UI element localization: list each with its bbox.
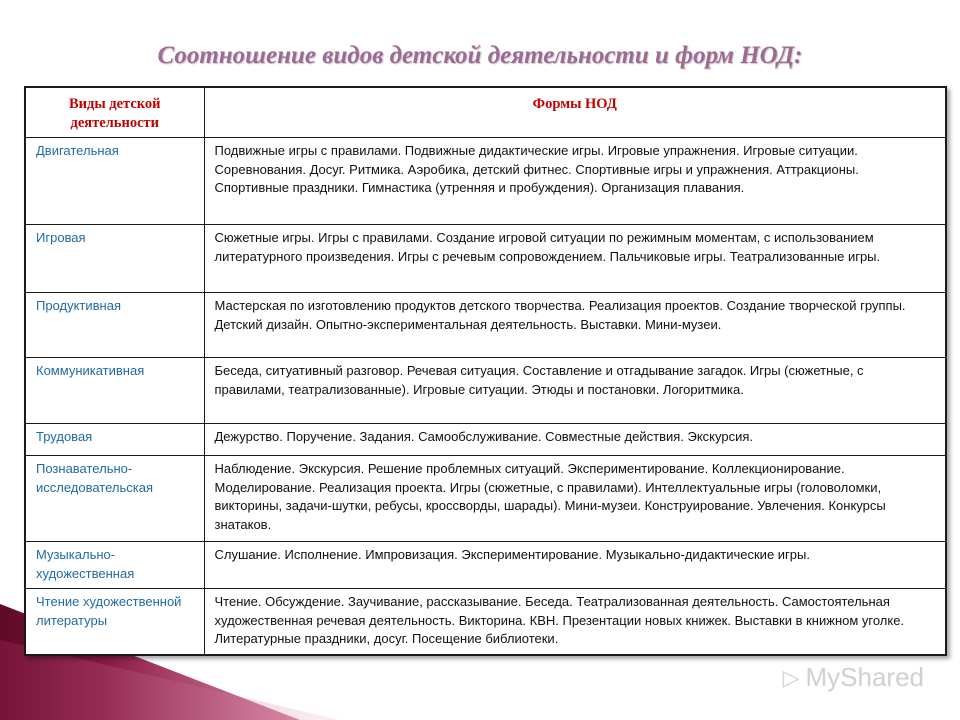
activity-cell: Трудовая (26, 424, 204, 456)
forms-cell: Беседа, ситуативный разговор. Речевая ситуация. Составление и отгадывание загадок. Игры (сюжетные, с правилами, театрализованные). Игровые ситуации. Этюды и постановки. Логоритмика. (204, 358, 945, 424)
activity-cell: Музыкально-художественная (26, 542, 204, 589)
watermark-text: MyShared (805, 662, 924, 692)
activity-cell: Коммуникативная (26, 358, 204, 424)
table-header-row (26, 88, 945, 138)
activity-cell: Чтение художественной литературы (26, 589, 204, 654)
table-row (26, 293, 945, 358)
activity-cell: Двигательная (26, 138, 204, 225)
forms-cell: Подвижные игры с правилами. Подвижные дидактические игры. Игровые упражнения. Игровые ситуации. Соревнования. Досуг. Ритмика. Аэробика, детский фитнес. Спортивные игры и упражнения. Аттракционы. Спортивные праздники. Гимнастика (утренняя и пробуждения). Организация плавания. (204, 138, 945, 225)
activity-cell: Познавательно-исследовательская (26, 456, 204, 542)
table-row (26, 424, 945, 456)
activities-forms-table (26, 88, 945, 654)
forms-cell: Мастерская по изготовлению продуктов детского творчества. Реализация проектов. Создание творческой группы. Детский дизайн. Опытно-экспериментальная деятельность. Выставки. Мини-музеи. (204, 293, 945, 358)
forms-cell: Слушание. Исполнение. Импровизация. Экспериментирование. Музыкально-дидактические игры. (204, 542, 945, 589)
watermark (783, 662, 924, 693)
table-row (26, 542, 945, 589)
header-forms: Формы НОД (204, 88, 945, 138)
forms-cell: Дежурство. Поручение. Задания. Самообслуживание. Совместные действия. Экскурсия. (204, 424, 945, 456)
forms-cell: Чтение. Обсуждение. Заучивание, рассказывание. Беседа. Театрализованная деятельность. Самостоятельная художественная речевая деятельность. Викторина. КВН. Презентации новых книжек. Выставки в книжном уголке. Литературные праздники, досуг. Посещение библиотеки. (214, 594, 905, 646)
activities-table (24, 86, 947, 656)
forms-cell: Наблюдение. Экскурсия. Решение проблемных ситуаций. Экспериментирование. Коллекционирование. Моделирование. Реализация проекта. Игры (сюжетные, с правилами). Интеллектуальные игры (головоломки, викторины, задачи-шутки, ребусы, кроссворды, шарады). Мини-музеи. Конструирование. Увлечения. Конкурсы знатаков. (204, 456, 945, 542)
activity-cell: Игровая (26, 225, 204, 293)
table-row (26, 358, 945, 424)
table-row (26, 138, 945, 225)
activity-cell: Продуктивная (26, 293, 204, 358)
table-row (26, 589, 945, 654)
forms-cell: Сюжетные игры. Игры с правилами. Создание игровой ситуации по режимным моментам, с использованием литературного произведения. Игры с речевым сопровождением. Пальчиковые игры. Театрализованные игры. (204, 225, 945, 293)
play-icon: ▷ (782, 664, 800, 690)
header-activity-types: Виды детской деятельности (26, 88, 204, 138)
table-row (26, 456, 945, 542)
table-row (26, 225, 945, 293)
slide-title: Соотношение видов детской деятельности и форм НОД: (157, 42, 803, 69)
